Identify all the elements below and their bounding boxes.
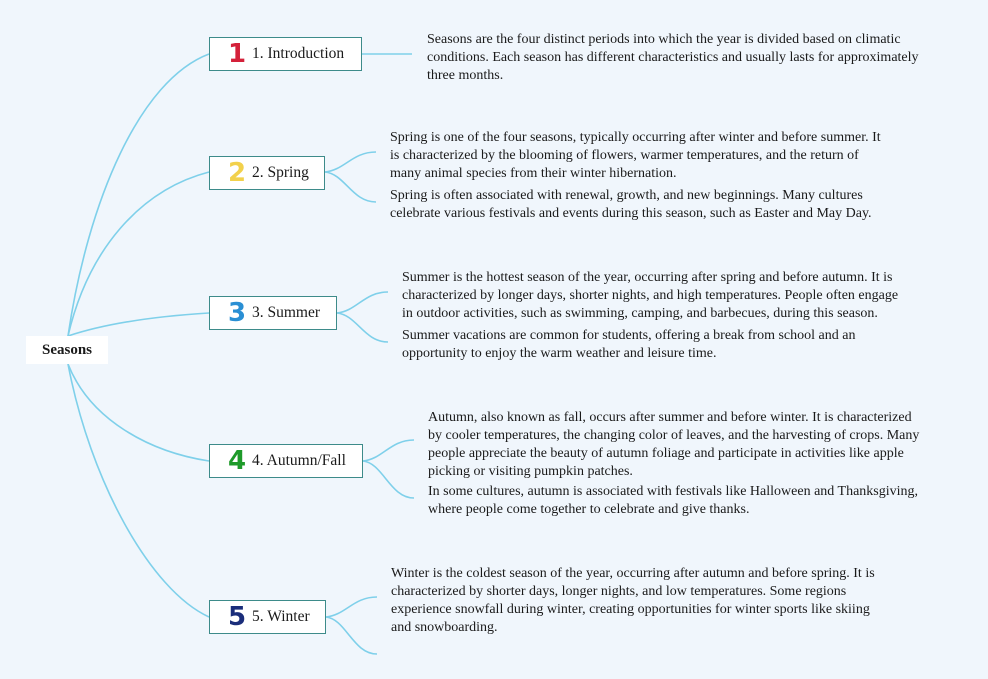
topic-winter[interactable] xyxy=(209,600,326,634)
topic-label: 5. Winter xyxy=(252,608,310,625)
topic-label: 3. Summer xyxy=(252,304,321,321)
link-autumn-note1 xyxy=(363,440,414,461)
topic-label: 2. Spring xyxy=(252,164,309,181)
note-autumn-1: Autumn, also known as fall, occurs after summer and before winter. It is characterized by cooler temperatures, the changing color of leaves, and the harvesting of crops. Many people appreciate the beauty of autumn foliage and participate in activities like apple picking or visiting pumpkin patches. xyxy=(428,410,920,479)
number-five-icon: 5 xyxy=(228,602,247,632)
topic-summer[interactable] xyxy=(209,296,337,330)
note-spring-1: Spring is one of the four seasons, typically occurring after winter and before summer. It is characterized by the blooming of flowers, warmer temperatures, and the return of many animal species from their winter hibernation. xyxy=(390,130,881,181)
root-topic[interactable] xyxy=(26,336,108,364)
topic-introduction[interactable] xyxy=(209,37,362,71)
number-two-icon: 2 xyxy=(228,158,247,188)
link-summer-note1 xyxy=(337,292,388,313)
topic-label: 1. Introduction xyxy=(252,45,345,62)
link-spring-note2 xyxy=(325,172,376,202)
note-introduction-1: Seasons are the four distinct periods into which the year is divided based on climatic conditions. Each season has different characteristics and usually lasts for approximately three months. xyxy=(427,32,919,83)
link-spring-note1 xyxy=(325,152,376,172)
link-root-spring xyxy=(68,172,209,336)
number-four-icon: 4 xyxy=(228,446,247,476)
number-one-icon: 1 xyxy=(228,39,247,69)
link-winter-note1 xyxy=(326,597,377,617)
topic-label: 4. Autumn/Fall xyxy=(252,452,346,469)
note-winter-1: Winter is the coldest season of the year, occurring after autumn and before spring. It is characterized by shorter days, longer nights, and low temperatures. Some regions experience snowfall during winter, creating opportunities for winter sports like skiing and snowboarding. xyxy=(391,566,875,635)
topic-autumn-fall[interactable] xyxy=(209,444,363,478)
note-summer-1: Summer is the hottest season of the year, occurring after spring and before autumn. It is characterized by longer days, shorter nights, and high temperatures. People often engage in outdoor activities, such as swimming, camping, and barbecues, during this season. xyxy=(402,270,899,321)
link-root-introduction xyxy=(68,54,209,336)
number-three-icon: 3 xyxy=(228,298,247,328)
note-spring-2: Spring is often associated with renewal, growth, and new beginnings. Many cultures celebrate various festivals and events during this season, such as Easter and May Day. xyxy=(390,188,872,221)
link-summer-note2 xyxy=(337,313,388,342)
link-root-winter xyxy=(68,364,209,617)
note-winter-2 xyxy=(391,640,891,670)
link-autumn-note2 xyxy=(363,461,414,498)
note-summer-2: Summer vacations are common for students, offering a break from school and an opportunity to enjoy the warm weather and leisure time. xyxy=(402,328,856,361)
link-winter-note2 xyxy=(326,617,377,654)
link-root-summer xyxy=(68,313,209,336)
note-autumn-2: In some cultures, autumn is associated with festivals like Halloween and Thanksgiving, where people come together to celebrate and give thanks. xyxy=(428,484,919,517)
topic-spring[interactable] xyxy=(209,156,325,190)
root-label: Seasons xyxy=(41,341,93,358)
